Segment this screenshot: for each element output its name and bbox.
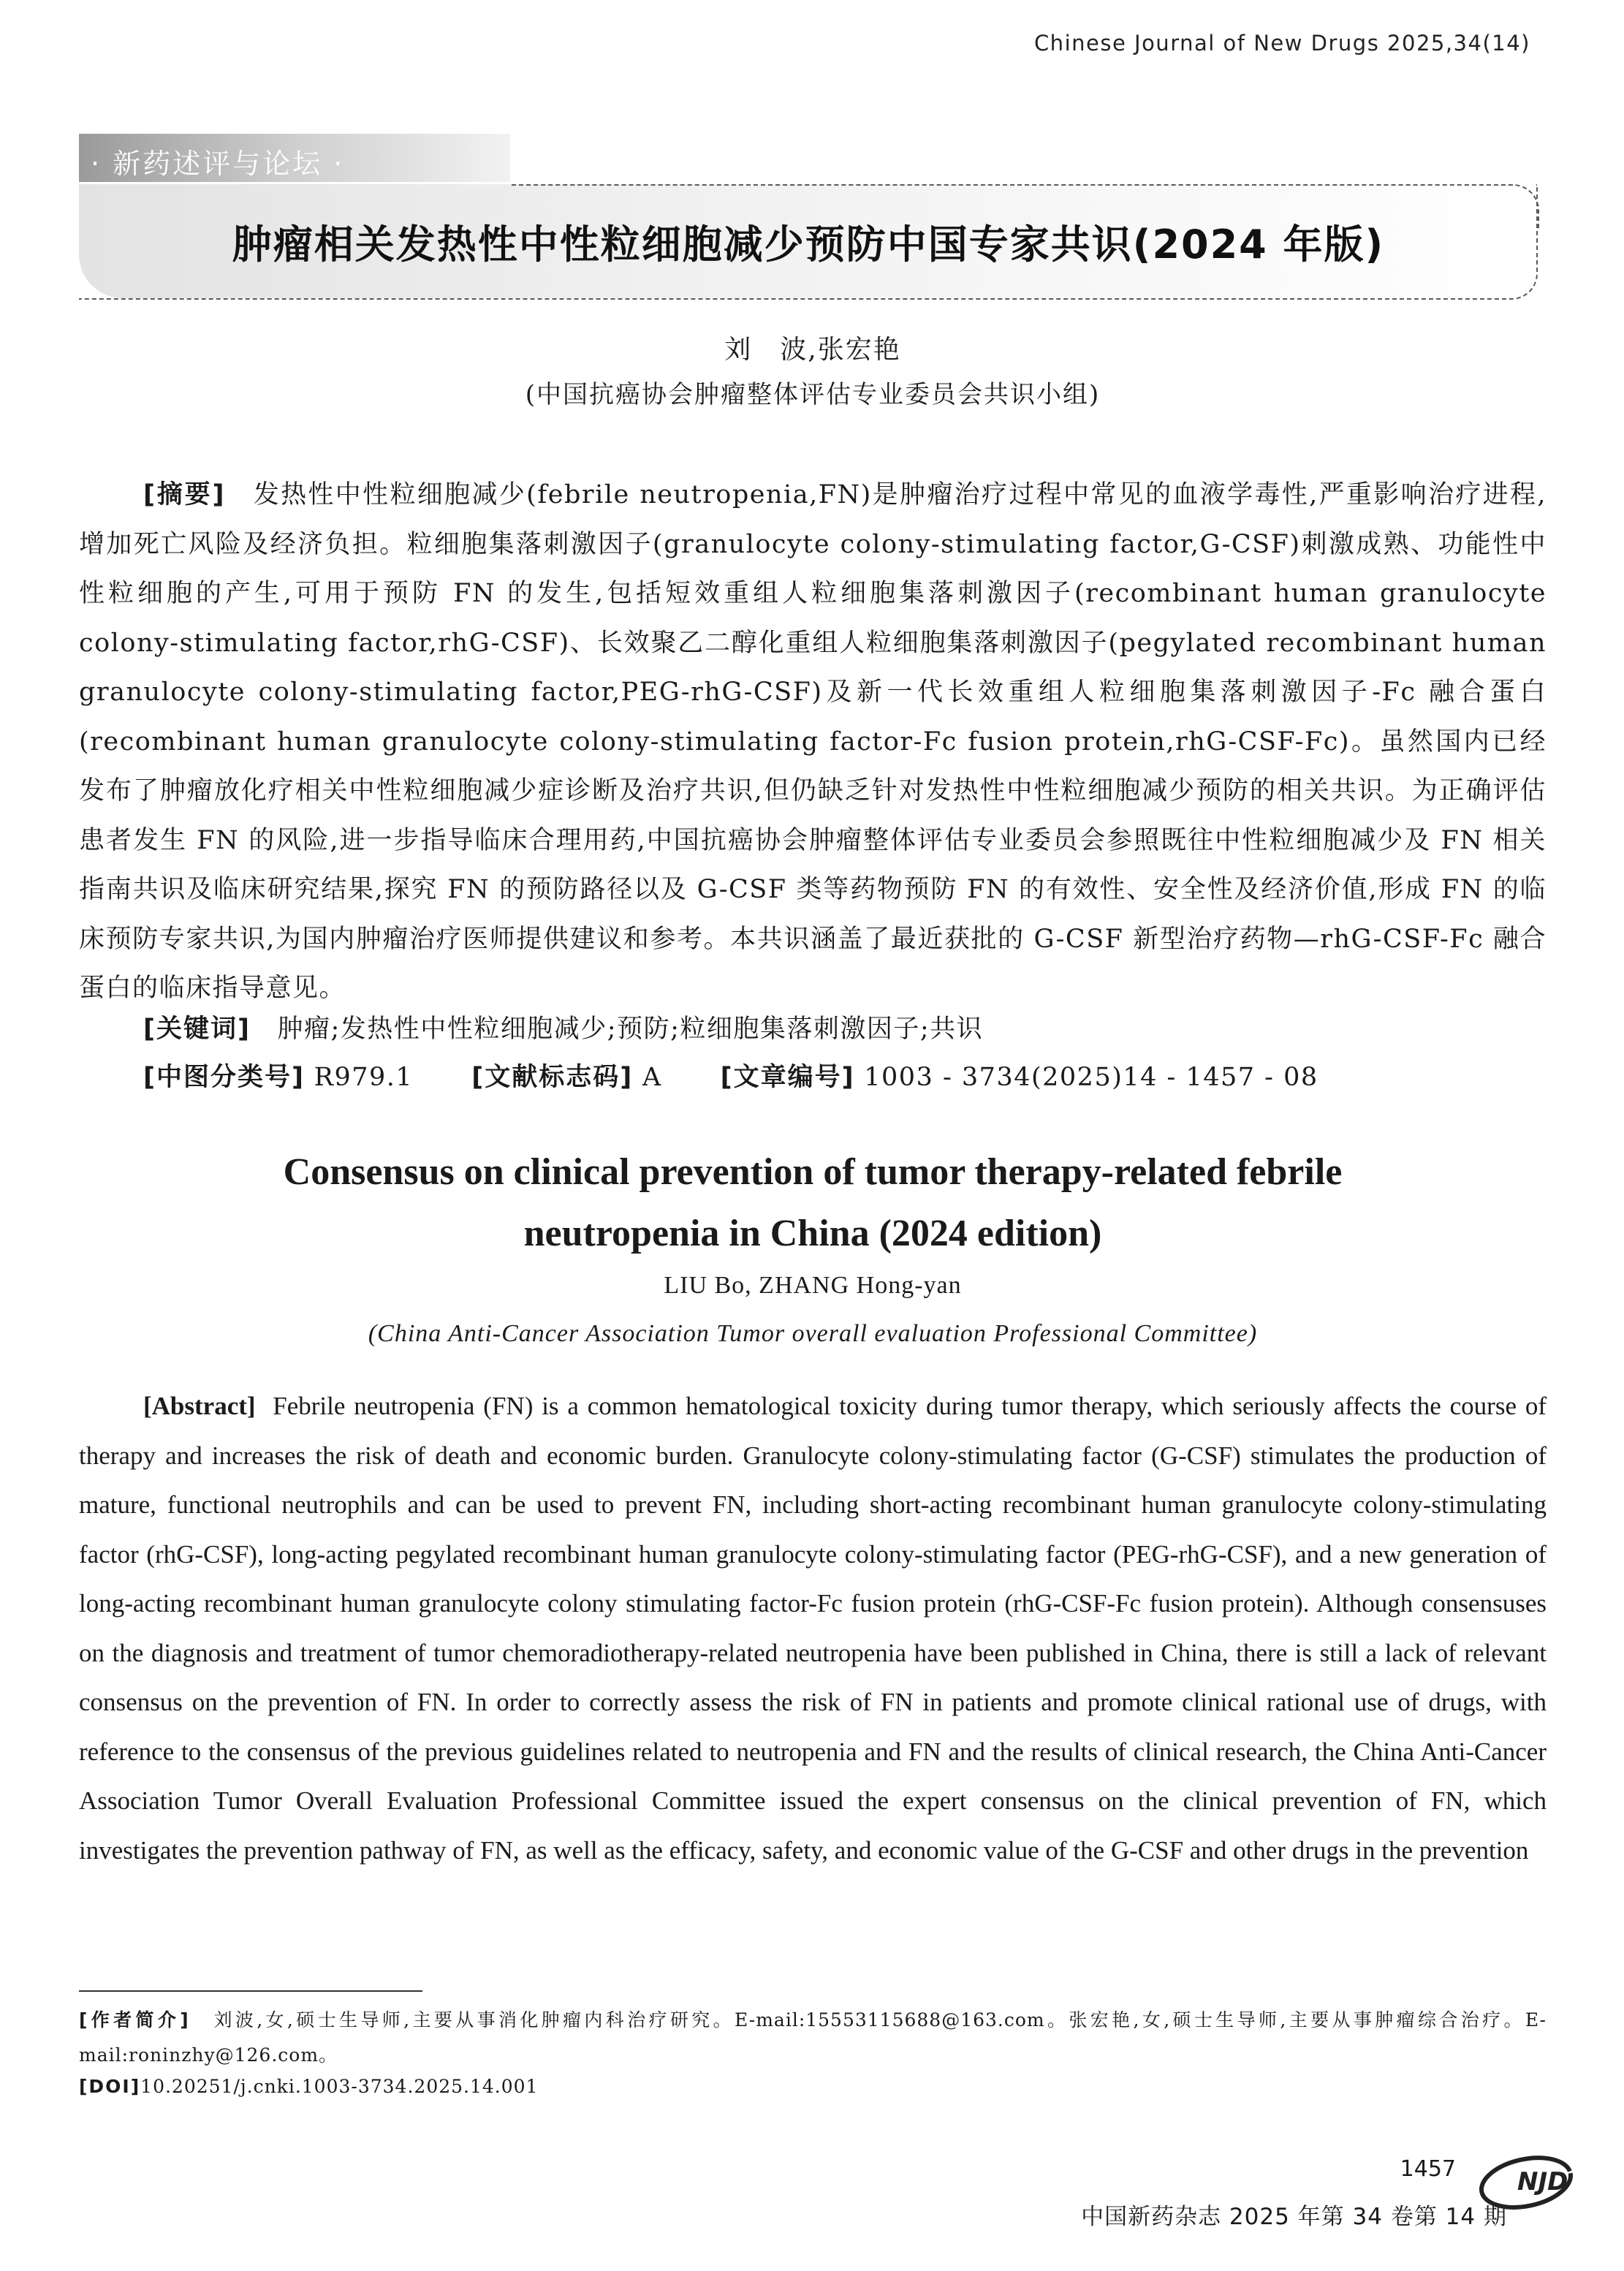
abstract-en xyxy=(79,1381,1547,1875)
article-title-en-line2: neutropenia in China (2024 edition) xyxy=(523,1213,1102,1254)
doc-code-value: A xyxy=(642,1063,662,1092)
authors-en: LIU Bo, ZHANG Hong-yan xyxy=(664,1272,962,1299)
section-label: · 新药述评与论坛 · xyxy=(91,148,345,180)
clc-value: R979.1 xyxy=(314,1063,414,1092)
title-box-top-border xyxy=(512,184,1513,186)
page-number: 1457 xyxy=(1400,2156,1456,2182)
keywords-label: [关键词] xyxy=(143,1015,251,1044)
doi-value: 10.20251/j.cnki.1003-3734.2025.14.001 xyxy=(140,2076,539,2097)
abstract-en-label: [Abstract] xyxy=(143,1392,256,1420)
authors-cn: 刘 波,张宏艳 xyxy=(724,335,901,365)
article-title-en xyxy=(79,1142,1547,1265)
clc-label: [中图分类号] xyxy=(143,1063,305,1092)
article-title-cn: 肿瘤相关发热性中性粒细胞减少预防中国专家共识(2024 年版) xyxy=(232,221,1385,268)
footnote-rule xyxy=(79,1990,422,1992)
doc-code-label: [文献标志码] xyxy=(471,1063,634,1092)
author-bio-footnote xyxy=(79,2003,1547,2073)
doi-line xyxy=(79,2076,538,2097)
doi-label: [DOI] xyxy=(79,2076,141,2097)
abstract-cn xyxy=(79,471,1547,1014)
classification-line xyxy=(143,1057,1318,1093)
journal-logo-icon xyxy=(1475,2147,1592,2212)
affiliation-cn: (中国抗癌协会肿瘤整体评估专业委员会共识小组) xyxy=(525,380,1101,409)
running-header: Chinese Journal of New Drugs 2025,34(14) xyxy=(1033,31,1530,56)
abstract-cn-text: 发热性中性粒细胞减少(febrile neutropenia,FN)是肿瘤治疗过程中常见的血液学毒性,严重影响治疗进程,增加死亡风险及经济负担。粒细胞集落刺激因子(granulocyte colony-stimulating factor,G-CSF)刺激成熟、功能性中性粒细胞的产生,可用于预防 FN 的发生,包括短效重组人粒细胞集落刺激因子(recombinant human granulocyte colony-stimulating factor,rhG-CSF)、长效聚乙二醇化重组人粒细胞集落刺激因子(pegylated recombinant human granulocyte colony-stimulating factor,PEG-rhG-CSF)及新一代长效重组人粒细胞集落刺激因子-Fc 融合蛋白(recombinant human granulocyte colony-stimulating factor-Fc fusion protein,rhG-CSF-Fc)。虽然国内已经发布了肿瘤放化疗相关中性粒细胞减少症诊断及治疗共识,但仍缺乏针对发热性中性粒细胞减少预防的相关共识。为正确评估患者发生 FN 的风险,进一步指导临床合理用药,中国抗癌协会肿瘤整体评估专业委员会参照既往中性粒细胞减少及 FN 相关指南共识及临床研究结果,探究 FN 的预防路径以及 G-CSF 类等药物预防 FN 的有效性、安全性及经济价值,形成 FN 的临床预防专家共识,为国内肿瘤治疗医师提供建议和参考。本共识涵盖了最近获批的 G-CSF 新型治疗药物—rhG-CSF-Fc 融合蛋白的临床指导意见。 xyxy=(79,480,1547,1003)
author-bio-text: 刘波,女,硕士生导师,主要从事消化肿瘤内科治疗研究。E-mail:15553115688@163.com。张宏艳,女,硕士生导师,主要从事肿瘤综合治疗。E-mail:roninzhy@126.com。 xyxy=(79,2009,1547,2066)
article-no-value: 1003 - 3734(2025)14 - 1457 - 08 xyxy=(864,1063,1318,1092)
abstract-cn-label: [摘要] xyxy=(143,480,226,509)
author-bio-label: [作者简介] xyxy=(79,2009,190,2031)
keywords-text: 肿瘤;发热性中性粒细胞减少;预防;粒细胞集落刺激因子;共识 xyxy=(277,1015,984,1044)
keywords-cn xyxy=(143,1009,983,1045)
journal-logo-text: NJD xyxy=(1517,2167,1568,2196)
affiliation-en: (China Anti-Cancer Association Tumor overall evaluation Professional Committee) xyxy=(368,1320,1258,1347)
article-title-en-line1: Consensus on clinical prevention of tumor therapy-related febrile xyxy=(283,1151,1343,1193)
journal-issue-footer: 中国新药杂志 2025 年第 34 卷第 14 期 xyxy=(1081,2204,1507,2230)
abstract-en-text: Febrile neutropenia (FN) is a common hematological toxicity during tumor therapy, which seriously affects the course of therapy and increases the risk of death and economic burden. Granulocyte colony-stimulating factor (G-CSF) stimulates the production of mature, functional neutrophils and can be used to prevent FN, including short-acting recombinant human granulocyte colony-stimulating factor (rhG-CSF), long-acting pegylated recombinant human granulocyte colony-stimulating factor (PEG-rhG-CSF), and a new generation of long-acting recombinant human granulocyte colony stimulating factor-Fc fusion protein (rhG-CSF-Fc fusion protein). Although consensuses on the diagnosis and treatment of tumor chemoradiotherapy-related neutropenia have been published in China, there is still a lack of relevant consensus on the prevention of FN. In order to correctly assess the risk of FN in patients and promote clinical rational use of drugs, with reference to the consensus of the previous guidelines related to neutropenia and FN and the results of clinical research, the China Anti-Cancer Association Tumor Overall Evaluation Professional Committee issued the expert consensus on the clinical prevention of FN, which investigates the prevention pathway of FN, as well as the efficacy, safety, and economic value of the G-CSF and other drugs in the prevention xyxy=(79,1392,1547,1865)
article-no-label: [文章编号] xyxy=(720,1063,855,1092)
